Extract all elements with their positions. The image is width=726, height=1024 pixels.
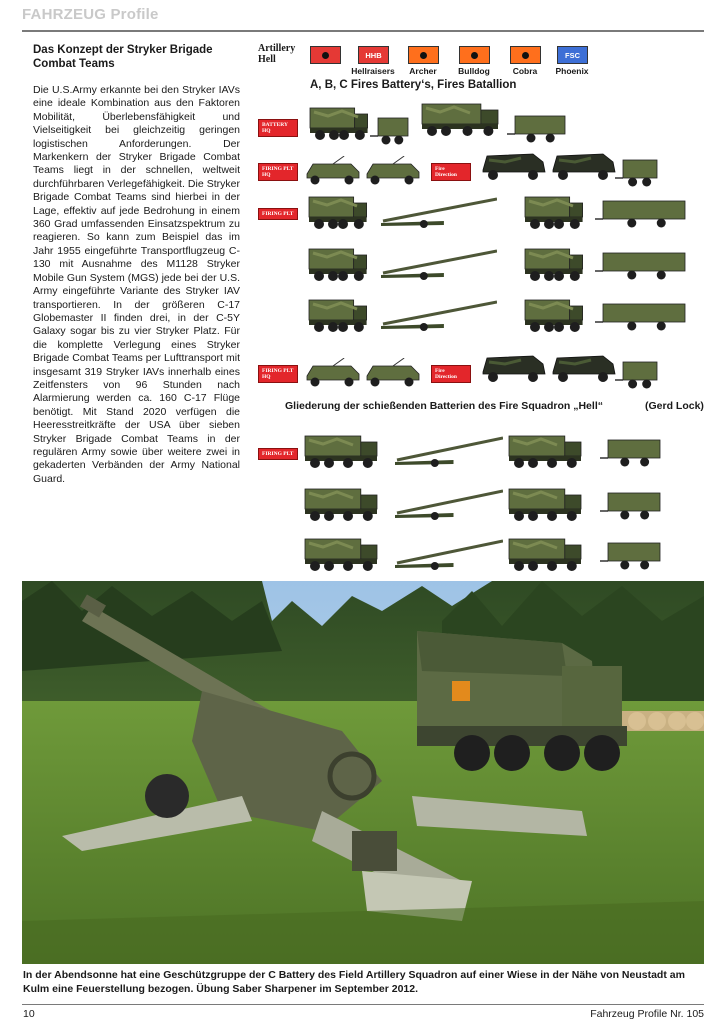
unit-dot-icon (420, 52, 427, 59)
vehicle-humvee (365, 358, 421, 388)
vehicle-howitzer (379, 195, 497, 229)
vehicle-howitzer (393, 434, 503, 468)
vehicle-truck (507, 432, 597, 470)
vehicle-mrap (481, 352, 547, 384)
vehicle-trailer (595, 298, 687, 332)
vehicle-truck (307, 245, 379, 283)
howitzer-photo (22, 581, 704, 964)
unit-dot-icon (471, 52, 478, 59)
tag-firing-plt-hq: FIRING PLT HQ (258, 163, 298, 181)
vehicle-truck (507, 535, 597, 573)
vehicle-truck (523, 193, 595, 231)
unit-flag (408, 46, 439, 64)
chart-caption: Gliederung der schießenden Batterien des Fire Squadron „Hell“ (285, 400, 603, 412)
footer-divider (22, 1004, 704, 1005)
vehicle-truck (307, 296, 379, 334)
vehicle-trailer (370, 112, 410, 146)
unit-flag-name: Hellraisers (351, 66, 395, 76)
issue-label: Fahrzeug Profile Nr. 105 (590, 1008, 704, 1020)
tag-firing-plt-hq-2: FIRING PLT HQ (258, 365, 298, 383)
vehicle-truck (523, 296, 595, 334)
vehicle-truck (303, 485, 393, 523)
chart-credit: (Gerd Lock) (645, 400, 704, 412)
unit-flag (310, 46, 341, 64)
vehicle-truck (523, 245, 595, 283)
vehicle-trailer (600, 537, 662, 571)
vehicle-trailer (600, 487, 662, 521)
header-divider (22, 30, 704, 32)
article-title: Das Konzept der Stryker Brigade Combat Teams (33, 44, 213, 70)
vehicle-howitzer (379, 247, 497, 281)
org-chart (255, 38, 710, 578)
tag-fire-direction: Fire Direction (431, 163, 471, 181)
unit-flag (557, 46, 588, 64)
unit-flag-name: Phoenix (555, 66, 589, 76)
vehicle-humvee (305, 358, 361, 388)
tag-fire-direction-2: Fire Direction (431, 365, 471, 383)
unit-flag-name: Bulldog (458, 66, 490, 76)
vehicle-truck (420, 100, 515, 138)
unit-flag-name: Cobra (512, 66, 538, 76)
page-number: 10 (23, 1008, 35, 1020)
vehicle-mrap (551, 150, 617, 182)
vehicle-howitzer (379, 298, 497, 332)
vehicle-trailer (595, 195, 687, 229)
vehicle-truck (303, 535, 393, 573)
vehicle-truck (507, 485, 597, 523)
vehicle-truck (307, 193, 379, 231)
unit-flag-name: Archer (409, 66, 437, 76)
vehicle-humvee (365, 156, 421, 186)
vehicle-trailer (615, 154, 659, 188)
vehicle-howitzer (393, 487, 503, 521)
tag-firing-plt-2: FIRING PLT (258, 448, 298, 460)
article-body: Die U.S.Army erkannte bei den Stryker IAVs eine ideale Kombination aus den Faktoren Mobilität, Überlebensfähigkeit und Vielseitigkeit bei gleichzeitig geringen logistischen Anforderungen. Der Markenkern der Stryker Brigade Combat Teams liegt in der schnellen, weltweit durchführbaren Verlegefähigkeit. Die Stryker Brigade Combat Teams sind hierbei in der Lage, effektiv auf jede Bedrohung in einem 360 Grad umfassenden Einsatzspektrum zu reagieren. So kann zum Beispiel das im Jahr 1955 eingeführte Transportflugzeug C-130 mit Ausnahme des M1128 Stryker Mobile Gun System (MGS) jede bei der U.S. Army eingeführte Variante des Stryker IAV transportieren. In der größeren C-17 Globemaster II finden drei, in der C-5Y Galaxy sogar bis zu vier Stryker Platz. Für die komplette Verlegung eines Stryker Brigade Combat Teams per Lufttransport mit insgesamt 319 Stryker IAVs innerhalb eines Zeitfensters von 96 Stunden nach Alarmierung werden ca. 160 C-17 Flüge benötigt. Mit Stand 2020 verfügen die Heeresstreitkräfte der USA über sieben Stryker Brigade Combat Teams in der regulären Army sowie über weitere zwei in gekaderten Verbänden der Army National Guard. (33, 84, 240, 485)
battery-title: A, B, C Fires Battery‘s, Fires Batallion (310, 79, 517, 91)
unit-flag (459, 46, 490, 64)
photo-caption: In der Abendsonne hat eine Geschützgruppe der C Battery des Field Artillery Squadron auf einer Wiese in der Nähe von Neustadt am Kulm eine Feuerstellung bezogen. Übung Saber Sharpener im September 2012. (23, 969, 685, 995)
unit-flag-text: HHB (365, 50, 382, 60)
vehicle-mrap (481, 150, 547, 182)
unit-flag-text: FSC (565, 50, 580, 60)
vehicle-trailer (615, 356, 659, 390)
vehicle-howitzer (393, 537, 503, 571)
vehicle-humvee (305, 156, 361, 186)
unit-flag (358, 46, 389, 64)
unit-flag (510, 46, 541, 64)
vehicle-truck (303, 432, 393, 470)
vehicle-trailer (600, 434, 662, 468)
unit-dot-icon (522, 52, 529, 59)
unit-dot-icon (322, 52, 329, 59)
tag-firing-plt: FIRING PLT (258, 208, 298, 220)
tag-battery-hq: BATTERY HQ (258, 119, 298, 137)
howitzer-photo-image (22, 581, 704, 964)
vehicle-trailer (595, 247, 687, 281)
vehicle-mrap (551, 352, 617, 384)
org-chart-label: Artillery Hell (258, 43, 296, 65)
vehicle-trailer (507, 110, 567, 144)
magazine-header: FAHRZEUG Profile (22, 6, 159, 23)
